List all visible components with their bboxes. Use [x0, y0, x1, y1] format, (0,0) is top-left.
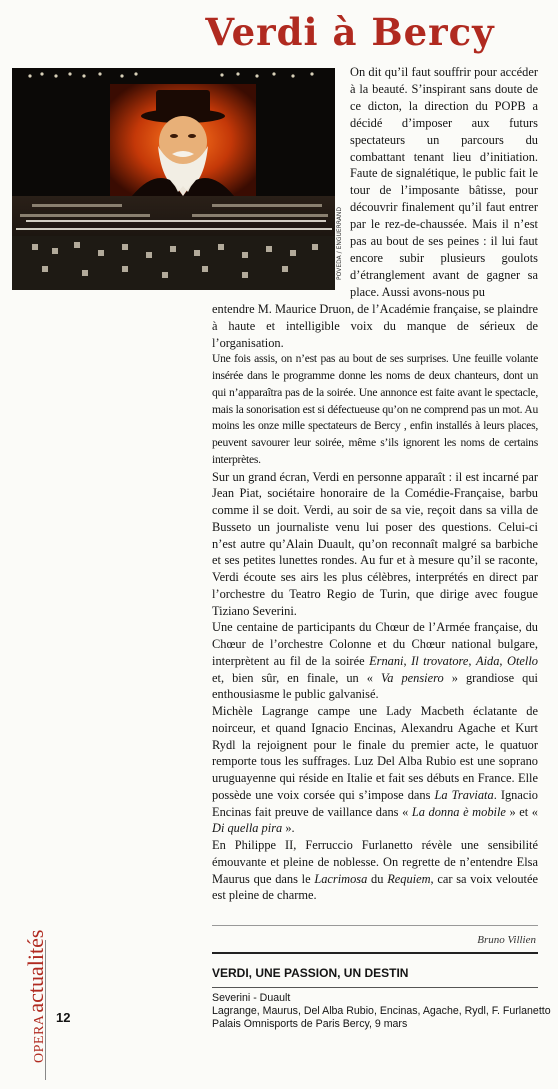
infobox-conductors: Severini - Duault	[212, 992, 291, 1004]
opera-title: Otello	[507, 653, 538, 668]
aria-title: Va pensiero	[381, 670, 444, 685]
photo-credit: POVEDA / ENGUERRAND	[336, 206, 343, 280]
text-run: ,	[499, 653, 508, 668]
text-run: ».	[282, 821, 295, 836]
opera-title: Aida	[476, 653, 500, 668]
infobox-rule	[212, 987, 538, 988]
article-paragraph-5	[212, 703, 538, 837]
concert-photo	[12, 68, 335, 290]
infobox-title: VERDI, UNE PASSION, UN DESTIN	[212, 966, 409, 980]
article-column-wide	[212, 301, 538, 904]
text-run: ,	[468, 653, 476, 668]
opera-title: Ernani	[369, 653, 404, 668]
section-name: actualités	[23, 929, 48, 1013]
infobox-cast: Lagrange, Maurus, Del Alba Rubio, Encinas, Agache, Rydl, F. Furlanetto	[212, 1005, 551, 1017]
article-paragraph-6	[212, 837, 538, 904]
concert-photo-illustration	[12, 68, 335, 290]
infobox-venue-date: Palais Omnisports de Paris Bercy, 9 mars	[212, 1018, 408, 1030]
aria-title: Di quella pira	[212, 821, 283, 836]
infobox-divider	[212, 952, 538, 954]
work-title: Lacrimosa	[314, 871, 368, 886]
text-run: » grandiose qui enthousiasme le public galvanisé.	[212, 670, 539, 702]
text-run: , car sa voix veloutée est pleine de charme.	[212, 871, 538, 903]
text-run: ,	[403, 653, 412, 668]
text-run: . Ignacio Encinas fait preuve de vaillance dans «	[212, 787, 539, 819]
article-paragraph-4	[212, 619, 538, 703]
article-title: Verdi à Bercy	[205, 10, 495, 54]
aria-title: La donna è mobile	[411, 804, 506, 819]
article-paragraph-2: Une fois assis, on n’est pas au bout de ses surprises. Une feuille volante insérée dans le programme donne les noms de deux chanteurs, dont un qui n’apparaîtra pas de la soirée. Une annonce est faite avant le spectacle, mais la sonorisation est si défectueuse qu’on ne comprend pas un mot. Au moins les onze mille spectateurs de Bercy , enfin installés à leurs places, peuvent savourer leur soirée, même s’ils ignorent les noms de certains interprètes.	[212, 352, 538, 466]
page-number: 12	[56, 1010, 71, 1025]
text-run: En Philippe II, Ferruccio Furlanetto révèle une sensibilité émouvante et pleine de noblesse. On regrette de n’entendre Elsa Maurus que dans le	[212, 838, 538, 886]
section-rubric	[23, 930, 49, 1063]
article-paragraph-1: On dit qu’il faut souffrir pour accéder à la beauté. S’inspirant sans doute de ce dicton, la direction du POPB a décidé d’imposer aux futurs spectateurs un parcours du combattant tenant lieu d’initiation. Faute de signalétique, le public fait le tour de l’imposante bâtisse, pour découvrir finalement qu’il faut entrer par le rez-de-chaussée. Mais il n’est pas au bout de ses peines : il lui faut encore subir plusieurs goulots d’étranglement avant de gagner sa place. Aussi avons-nous pu	[350, 65, 538, 299]
article-paragraph-3: Sur un grand écran, Verdi en personne apparaît : il est incarné par Jean Piat, sociétaire honoraire de la Comédie-Française, barbu comme il se doit. Verdi, au soir de sa vie, reçoit dans sa villa de Busseto un journaliste venu lui poser des questions. Celui-ci n’est autre qu’Alain Duault, qu’on reconnaît malgré sa barbiche et ses petites lunettes rondes. Au fur et à mesure qu’il se raconte, Verdi écoute ses airs les plus célèbres, interprétés en direct par l’orchestre du Teatro Regio de Turin, que dirige avec fougue Tiziano Severini.	[212, 469, 538, 618]
article-column-narrow	[350, 64, 538, 301]
text-run: Michèle Lagrange campe une Lady Macbeth éclatante de noirceur, et quand Ignacio Encinas, Alexandru Agache et Kurt Rydl la rejoignent pour le finale du premier acte, le quatuor remporte tous les suffrages. Luz Del Alba Rubio est une soprano uruguayenne qui réside en Italie et fait ses débuts en France. Elle possède une voix corsée qui s’impose dans	[212, 704, 538, 802]
work-title: Requiem	[387, 871, 431, 886]
opera-title: La Traviata	[434, 787, 494, 802]
text-run: Une centaine de participants du Chœur de l’Armée française, du Chœur de l’orchestre Colonne et du Chœur national bulgare, interprètent au fil de la soirée	[212, 620, 538, 668]
text-run: du	[367, 871, 388, 886]
article-author: Bruno Villien	[477, 934, 536, 946]
text-run: » et «	[505, 804, 538, 819]
article-paragraph-1-continued: entendre M. Maurice Druon, de l’Académie française, se plaindre à haute et intelligible voix du manque de sérieux de l’organisation.	[212, 302, 538, 350]
opera-title: Il trovatore	[411, 653, 469, 668]
text-run: et, bien sûr, en finale, un «	[212, 670, 382, 685]
divider	[212, 925, 538, 926]
magazine-name: OPERA	[32, 1014, 47, 1063]
